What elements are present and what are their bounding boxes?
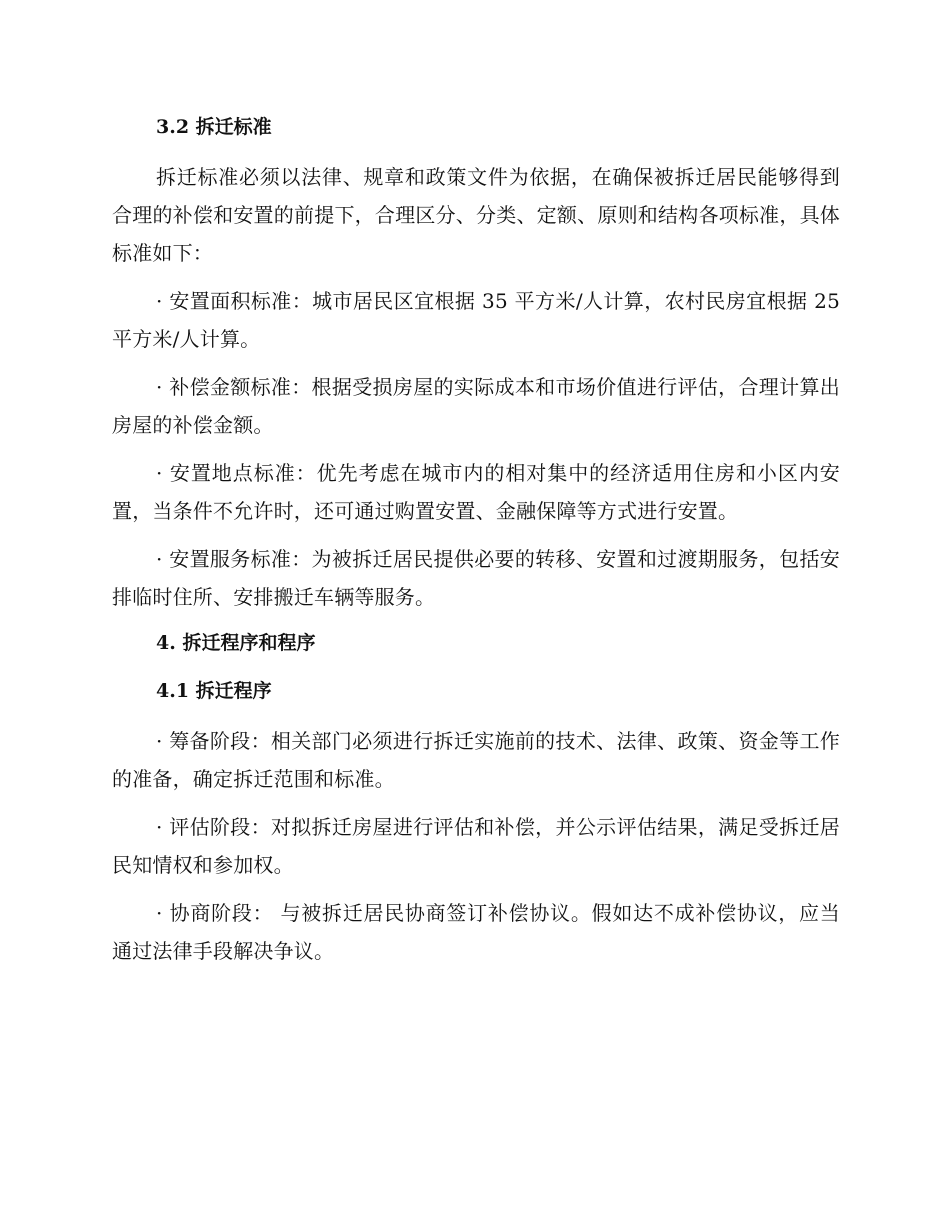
section-heading-3-2: 3.2 拆迁标准 [156, 116, 272, 138]
section-heading-4-1: 4.1 拆迁程序 [156, 680, 272, 702]
document-body [112, 110, 840, 980]
bullet-compensation-standard: · 补偿金额标准：根据受损房屋的实际成本和市场价值进行评估，合理计算出房屋的补偿金额。 [112, 375, 840, 437]
section-heading-4: 4. 拆迁程序和程序 [156, 632, 316, 654]
bullet-service-standard: · 安置服务标准：为被拆迁居民提供必要的转移、安置和过渡期服务，包括安排临时住所、安排搬迁车辆等服务。 [112, 547, 840, 609]
bullet-negotiation-stage: · 协商阶段： 与被拆迁居民协商签订补偿协议。假如达不成补偿协议，应当通过法律手段解决争议。 [112, 901, 840, 963]
paragraph-intro: 拆迁标准必须以法律、规章和政策文件为依据，在确保被拆迁居民能够得到合理的补偿和安置的前提下，合理区分、分类、定额、原则和结构各项标准，具体标准如下： [112, 165, 840, 265]
bullet-location-standard: · 安置地点标准：优先考虑在城市内的相对集中的经济适用住房和小区内安置，当条件不允许时，还可通过购置安置、金融保障等方式进行安置。 [112, 461, 840, 523]
bullet-preparation-stage: · 筹备阶段：相关部门必须进行拆迁实施前的技术、法律、政策、资金等工作的准备，确定拆迁范围和标准。 [112, 729, 840, 791]
bullet-area-standard: · 安置面积标准：城市居民区宜根据 35 平方米/人计算，农村民房宜根据 25 平方米/人计算。 [112, 289, 840, 351]
bullet-evaluation-stage: · 评估阶段：对拟拆迁房屋进行评估和补偿，并公示评估结果，满足受拆迁居民知情权和参加权。 [112, 815, 840, 877]
